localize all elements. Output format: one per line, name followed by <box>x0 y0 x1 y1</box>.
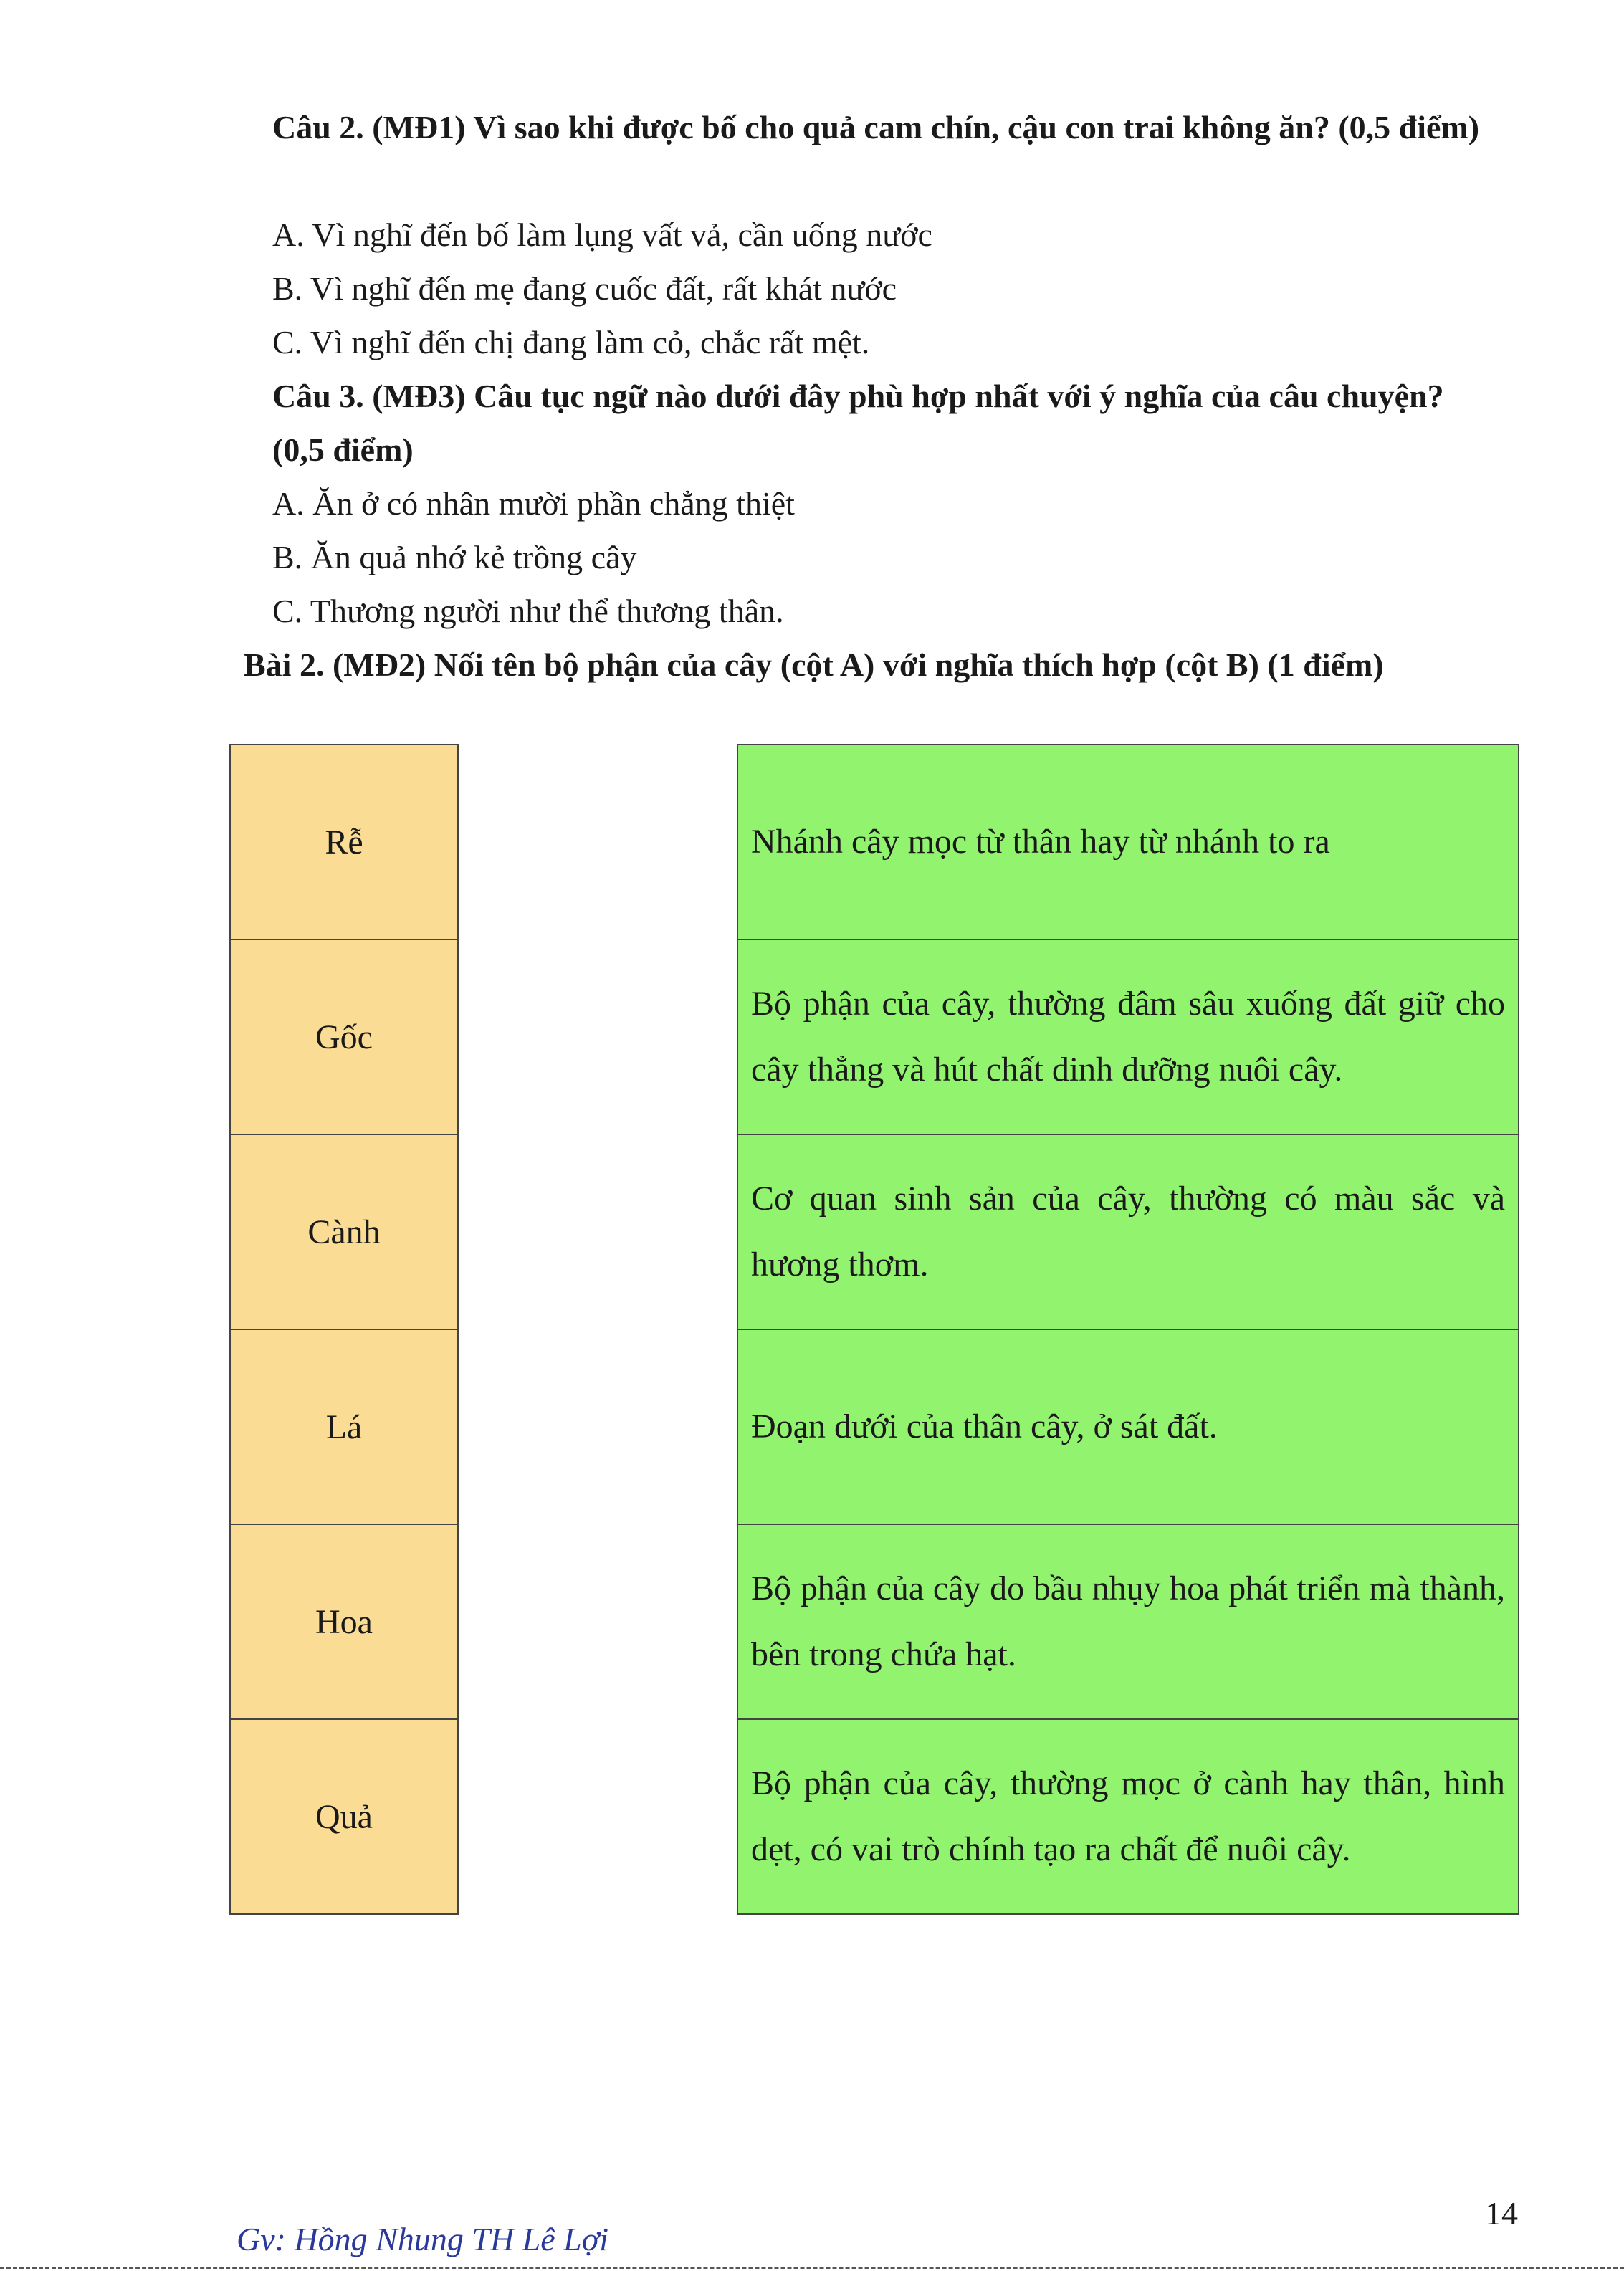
column-b-cell[interactable]: Nhánh cây mọc từ thân hay từ nhánh to ra <box>737 744 1519 940</box>
footer-divider <box>0 2267 1624 2269</box>
question-3-title: Câu 3. (MĐ3) Câu tục ngữ nào dưới đây phù hợp nhất với ý nghĩa của câu chuyện? (0,5 điểm) <box>272 378 1444 468</box>
column-a <box>229 744 459 1915</box>
question-2-title: Câu 2. (MĐ1) Vì sao khi được bố cho quả cam chín, cậu con trai không ăn? (0,5 điểm) <box>272 109 1480 145</box>
column-a-cell[interactable]: Gốc <box>229 939 459 1135</box>
column-b-cell[interactable]: Cơ quan sinh sản của cây, thường có màu sắc và hương thơm. <box>737 1134 1519 1330</box>
page-number: 14 <box>1485 2195 1518 2232</box>
column-a-cell[interactable]: Quả <box>229 1718 459 1915</box>
question-2-option-c: C. Vì nghĩ đến chị đang làm cỏ, chắc rất mệt. <box>272 324 870 360</box>
footer-author: Gv: Hồng Nhung TH Lê Lợi <box>237 2221 609 2257</box>
question-3-option-b: B. Ăn quả nhớ kẻ trồng cây <box>272 539 637 575</box>
column-a-cell[interactable]: Hoa <box>229 1524 459 1720</box>
column-b <box>737 744 1519 1915</box>
column-a-cell[interactable]: Lá <box>229 1329 459 1525</box>
bai-2-title: Bài 2. (MĐ2) Nối tên bộ phận của cây (cột A) với nghĩa thích hợp (cột B) (1 điểm) <box>244 646 1384 683</box>
column-b-cell[interactable]: Bộ phận của cây do bầu nhụy hoa phát triển mà thành, bên trong chứa hạt. <box>737 1524 1519 1720</box>
question-2-option-a: A. Vì nghĩ đến bố làm lụng vất vả, cần uống nước <box>272 216 932 253</box>
column-b-cell[interactable]: Bộ phận của cây, thường mọc ở cành hay thân, hình dẹt, có vai trò chính tạo ra chất để nuôi cây. <box>737 1718 1519 1915</box>
question-2-option-b: B. Vì nghĩ đến mẹ đang cuốc đất, rất khát nước <box>272 270 897 307</box>
column-a-cell[interactable]: Cành <box>229 1134 459 1330</box>
column-b-cell[interactable]: Đoạn dưới của thân cây, ở sát đất. <box>737 1329 1519 1525</box>
question-3-option-c: C. Thương người như thể thương thân. <box>272 593 784 629</box>
question-3-option-a: A. Ăn ở có nhân mười phần chẳng thiệt <box>272 485 795 522</box>
column-a-cell[interactable]: Rễ <box>229 744 459 940</box>
column-b-cell[interactable]: Bộ phận của cây, thường đâm sâu xuống đất giữ cho cây thẳng và hút chất dinh dưỡng nuôi cây. <box>737 939 1519 1135</box>
